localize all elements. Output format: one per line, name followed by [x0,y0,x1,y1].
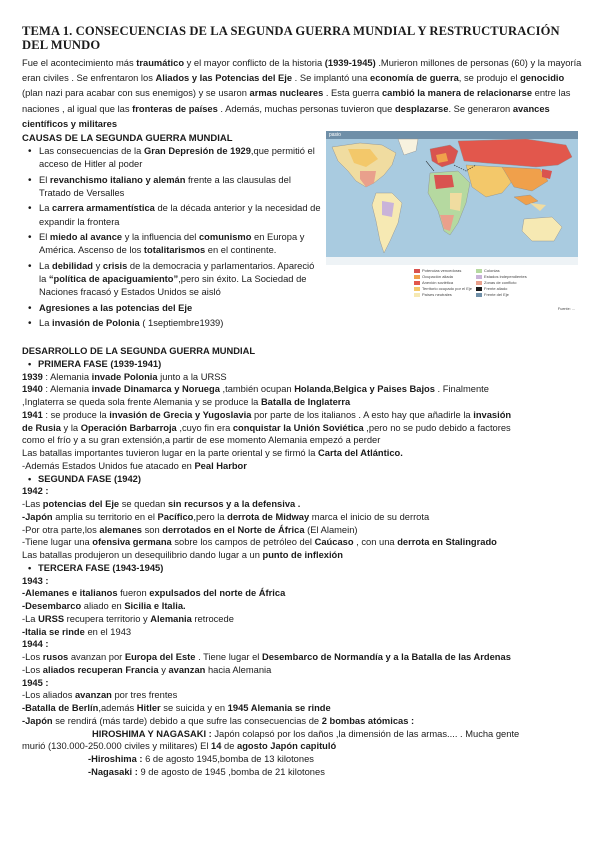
bold-text: derrota en Stalingrado [397,537,497,548]
bold-text: SEGUNDA FASE (1942) [38,473,141,484]
text-line [22,422,587,435]
text-run: -Tiene lugar una [22,537,93,548]
desarrollo-heading: DESARROLLO DE LA SEGUNDA GUERRA MUNDIAL [22,346,256,356]
text-run: .Murieron millones de personas (60) y la mayoría eran civiles . Se enfrentaron los [22,58,582,84]
text-run: por parte de los italianos . A esto hay que añadirle la [251,409,474,420]
bold-text: derrota de Midway [227,511,310,522]
bold-text: -Desembarco [22,601,82,611]
bold-text: expulsados del norte de África [149,588,286,599]
bold-text: Europa del Este [124,652,196,662]
bold-text: aliados recuperan Francia [42,664,159,675]
bullet-icon: • [28,473,32,484]
text-line [22,498,587,511]
text-run: murió (130.000-250.000 civiles y militares) El [22,741,212,752]
bold-text: -Nagasaki : [88,766,138,777]
bold-text: punto de inflexión [262,550,343,560]
text-run: , [331,384,334,395]
text-run: se suicida y en [160,703,228,713]
bold-text: carrera armamentística [52,203,155,214]
bold-text: rusos [42,652,69,662]
bold-text: -Japón [22,715,53,726]
causa-item [22,145,322,171]
text-run: La [39,203,52,214]
text-run: , se produjo el [458,73,521,84]
text-run: La [39,260,52,271]
bold-text: Operación Barbarroja [80,422,177,433]
text-run: como el frío y a su gran extensión,a partir de ese momento Alemania empezó a perder [22,435,381,446]
text-line [22,587,587,600]
bullet-icon: • [28,562,32,573]
page-title: TEMA 1. CONSECUENCIAS DE LA SEGUNDA GUERRA MUNDIAL Y RESTRUCTURACIÓN DEL MUNDO [22,24,560,52]
bold-text: genocidio [520,73,565,84]
text-run: de [221,741,238,752]
text-run: . Se implantó una [292,73,370,84]
bold-text: -Alemanes e italianos [22,588,118,599]
bold-text: ofensiva germana [92,537,172,548]
bold-text: 1945 : [22,677,49,688]
text-line [22,371,587,384]
text-run: sobre los campos de petróleo del [171,537,315,548]
causa-item [22,260,322,300]
text-run: retrocede [191,613,234,624]
bold-text: -Japón [22,511,53,522]
text-line [22,689,587,702]
text-run: frente a las clausulas del Tratado de Versalles [39,174,291,198]
legend-label: Potencias vencedoras [422,268,462,273]
bold-text: invade Dinamarca y Noruega [91,384,220,395]
bold-text: desplazarse [394,103,449,114]
bold-text: crisis [102,260,128,271]
bold-text: Holanda [294,384,332,395]
bold-text: URSS [38,613,65,624]
bold-text: comunismo [198,232,252,243]
legend-label: Ocupación aliada [422,274,453,279]
text-line [22,536,587,549]
text-run: -Además Estados Unidos fue atacado en [22,460,195,471]
legend-swatch [414,281,420,285]
bold-text: HIROSHIMA Y NAGASAKI : [92,728,212,739]
text-line [22,524,587,537]
causa-item [22,231,322,257]
text-run: . Además, muchas personas tuvieron que [217,103,395,114]
text-run: Las consecuencias de la [39,146,144,156]
desarrollo-section [22,345,587,779]
text-run: -La [22,613,39,624]
desarrollo-lines [22,358,587,779]
world-map-figure [326,131,578,313]
bold-text: 1940 [22,384,43,395]
causa-item [22,202,322,228]
text-run: son [142,524,163,535]
text-run: y el mayor conflicto de la historia [184,58,325,68]
intro-paragraph [22,56,582,132]
text-run: 6 de agosto 1945,bomba de 13 kilotones [142,754,314,764]
legend-label: Frente del Eje [484,292,509,297]
text-line [22,396,587,409]
bold-text: Aliados y las Potencias del Eje [155,73,293,84]
legend-label: Zonas de conflicto [484,280,517,285]
bold-text: 1939 [22,371,43,382]
text-run: por tres frentes [111,690,178,701]
bold-text: traumático [136,58,185,68]
bold-text: agosto Japón capituló [237,741,337,752]
bold-text: cambió la manera de relacionarse [381,88,533,99]
text-run: y la [60,422,81,433]
text-run: se quedan [119,499,168,509]
bold-text: alemanes [99,524,142,535]
text-line [22,664,587,677]
text-run: ,pero sin éxito. La Sociedad de Naciones fracasó y Estados Unidos se aisló [39,274,307,298]
text-run: ,pero la [193,511,228,522]
bold-text: fronteras de países [132,103,218,114]
legend-swatch [476,287,482,291]
bold-text: totalitarismos [143,245,206,256]
bold-text: PRIMERA FASE (1939-1941) [38,358,162,369]
text-run: entre las naciones , al igual que las [22,88,571,114]
text-line [22,766,587,779]
text-run: ,cuyo fin era [176,422,233,433]
text-run: -Los aliados [22,690,75,701]
bold-text: Caúcaso [314,537,354,548]
text-line [22,575,587,588]
map-legend [326,265,578,313]
text-run: ,que permitió el acceso de Hitler al poder [39,146,315,170]
text-run: La [39,318,52,329]
bold-text: Alemania [150,613,192,624]
text-run: : Alemania [42,371,92,382]
text-run: Fue el acontecimiento más [22,58,137,68]
text-run: -Por otra parte,los [22,524,100,535]
bold-text: 2 bombas atómicas : [321,715,415,726]
legend-swatch [414,275,420,279]
text-run: (El Alamein) [304,524,358,535]
map-tag: pasio [329,132,341,138]
phase-heading [22,358,587,371]
bold-text: revanchismo italiano y alemán [49,174,186,185]
legend-swatch [414,293,420,297]
bold-text: Hitler [136,703,161,713]
text-run: ,además [98,703,137,713]
bold-text: -Hiroshima : [88,754,143,764]
bold-text: 1941 [22,409,43,420]
causas-list [22,145,322,333]
text-line [22,715,587,728]
legend-swatch [476,275,482,279]
bold-text: conquistar la Unión Soviética [232,422,364,433]
text-line [22,728,587,741]
bold-text: invasión de Grecia y Yugoslavia [109,409,252,420]
text-run: se rendirá (más tarde) debido a que sufre las consecuencias de [52,715,322,726]
text-run: en el continente. [205,245,277,256]
text-run: . Se generaron [448,103,513,114]
bold-text: Batalla de Inglaterra [260,397,351,407]
text-line [22,638,587,651]
text-run: ,Inglaterra se queda sola frente Alemania y se produce la [22,397,261,407]
bold-text: potencias del Eje [42,499,120,509]
bold-text: Peal Harbor [194,460,247,471]
causas-heading: CAUSAS DE LA SEGUNDA GUERRA MUNDIAL [22,133,233,144]
bold-text: de Rusia [22,422,61,433]
text-line [22,447,587,460]
bold-text: TERCERA FASE (1943-1945) [38,562,164,573]
bold-text: Pacífico [157,511,194,522]
text-run: . Esta guerra [323,88,382,99]
legend-swatch [414,287,420,291]
legend-swatch [476,269,482,273]
text-run: Japón colapsó por los daños ,la dimensión de las armas.... . Mucha gente [211,728,520,739]
legend-label: Frente aliado [484,286,508,291]
text-line [22,702,587,715]
text-line [22,740,587,753]
text-run: hacia Alemania [205,664,272,675]
text-run: y [158,664,169,675]
bold-text: sin recursos y a la defensiva . [167,499,301,509]
bold-text: invasión [473,409,512,420]
bold-text: derrotados en el Norte de África [162,524,305,535]
bullet-icon: • [28,358,32,369]
text-run: y la influencia del [122,232,199,243]
phase-heading [22,562,587,575]
text-line [22,600,587,613]
text-run: El [39,174,50,185]
text-run: Las batallas produjeron un desequilibrio dando lugar a un [22,550,263,560]
text-line [22,511,587,524]
text-run: en Europa y América. Ascenso de los [39,232,305,256]
phase-heading [22,473,587,486]
causa-item [22,174,322,200]
text-line [22,460,587,473]
text-run: -Los [22,652,43,662]
text-run: El [39,232,50,243]
text-run: recupera territorio y [64,613,151,624]
bold-text: armas nucleares [249,88,324,99]
legend-label: Países neutrales [422,292,452,297]
text-line [22,383,587,396]
bold-text: invade Polonia [91,371,158,382]
bold-text: miedo al avance [49,232,123,243]
legend-swatch [476,281,482,285]
text-line [22,753,587,766]
bold-text: -Batalla de Berlín [22,703,99,713]
text-run: avanzan por [68,652,125,662]
legend-label: Colonias [484,268,500,273]
text-line [22,626,587,639]
bold-text: 14 [211,741,222,752]
bold-text: 1944 : [22,639,49,650]
text-run: de la democracia y parlamentarios. Apareció la [39,260,315,285]
text-run: -Los [22,664,43,675]
legend-label: Estados independientes [484,274,527,279]
bold-text: economía de guerra [370,73,459,84]
bold-text: avances científicos y militares [22,103,550,129]
text-run: Las batallas importantes tuvieron lugar en la parte oriental y se firmó la [22,448,319,458]
text-run: ,pero no se pudo debido a factores [363,422,511,433]
text-line [22,409,587,422]
bold-text: 1942 : [22,486,49,497]
text-line [22,651,587,664]
causa-item [22,317,322,330]
bold-text: Agresiones a las potencias del Eje [39,302,193,313]
legend-swatch [414,269,420,273]
bold-text: avanzan [74,690,112,701]
text-run: marca el inicio de su derrota [309,511,430,522]
text-run: ( 1septiembre1939) [139,318,224,329]
bold-text: 1943 : [22,575,49,586]
bold-text: invasión de Polonia [52,318,140,329]
bold-text: Gran Depresión de 1929 [143,146,251,156]
text-line [22,549,587,562]
text-run: . Finalmente [434,384,489,395]
text-run: en el 1943 [84,626,132,637]
text-run: : se produce la [42,409,110,420]
text-run: ,también ocupan [219,384,295,395]
text-line [22,677,587,690]
causa-item [22,302,322,315]
legend-label: Anexión soviética [422,280,454,285]
bold-text: -Italia se rinde [22,626,85,637]
legend-swatch [476,293,482,297]
text-line [22,434,587,447]
bold-text: Sicilia e Italia. [124,601,186,611]
text-run: y [93,260,103,271]
bold-text: Belgica y Paises Bajos [333,384,435,395]
text-line [22,485,587,498]
text-run: (plan nazi para acabar con sus enemigos) y se usaron [22,88,250,99]
map-credit: Fuente: ... [557,307,575,311]
bold-text: “política de apaciguamiento” [48,274,179,285]
bold-text: (1939-1945) [324,58,376,68]
text-run: 9 de agosto de 1945 ,bomba de 21 kilotones [137,766,325,777]
legend-label: Territorio ocupado por el Eje [422,286,473,291]
text-run: , con una [353,537,398,548]
text-line [22,613,587,626]
text-run: . Tiene lugar el [195,652,262,662]
bold-text: 1945 Alemania se rinde [227,703,331,713]
bold-text: Desembarco de Normandía y a la Batalla de las Ardenas [261,652,511,662]
text-run: junto a la URSS [157,371,227,382]
bold-text: Carta del Atlántico. [318,448,403,458]
text-run: aliado en [81,601,125,611]
bold-text: avanzan [168,664,206,675]
text-run: -Las [22,499,43,509]
text-run: : Alemania [42,384,92,395]
text-run: amplia su territorio en el [52,511,158,522]
text-run: de la década anterior y la necesidad de expandir la frontera [39,203,321,227]
bold-text: debilidad [52,260,94,271]
text-run: fueron [117,588,150,599]
